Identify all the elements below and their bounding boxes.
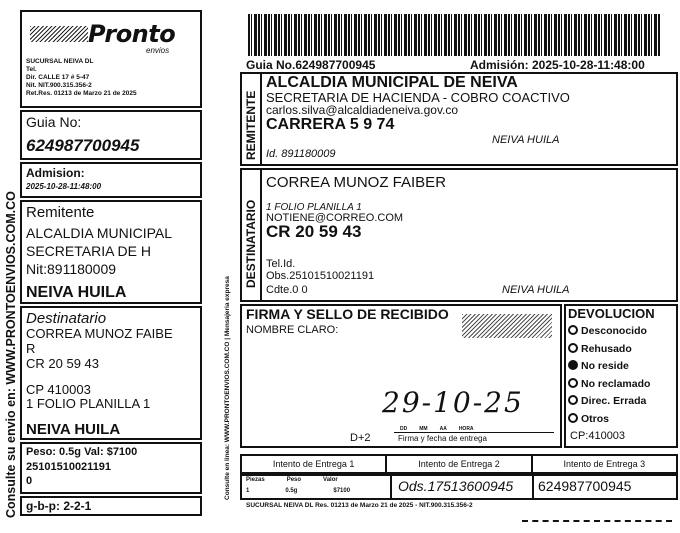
barcode xyxy=(248,14,660,56)
main-label xyxy=(222,0,680,533)
admision-box xyxy=(20,162,202,198)
logo-box xyxy=(20,10,202,108)
peso-value: Peso: 0.5g Val: $7100 xyxy=(26,446,138,458)
option-label: Desconocido xyxy=(581,325,647,337)
admision-value: 2025-10-28-11:48:00 xyxy=(26,182,102,191)
peso-box xyxy=(20,442,202,494)
destinatario-lines xyxy=(26,326,173,356)
remitente-tab: REMITENTE xyxy=(244,90,258,160)
radio-icon[interactable] xyxy=(568,395,578,405)
brand-subtitle: envios xyxy=(146,46,170,55)
d-plus: D+2 xyxy=(350,432,371,444)
guia-header: Guia No.624987700945 xyxy=(246,58,376,72)
option-label: No reside xyxy=(581,360,629,372)
remitente-name: ALCALDIA MUNICIPAL DE NEIVA xyxy=(266,74,518,91)
option-label: No reclamado xyxy=(581,377,651,390)
devolucion-option-no-reclamado[interactable] xyxy=(568,376,650,394)
remitente-section xyxy=(240,72,678,166)
footer-text: SUCURSAL NEIVA DL Res. 01213 de Marzo 21 de 2025 - NIT.900.315.356-2 xyxy=(246,502,473,509)
remitente-city: NEIVA HUILA xyxy=(492,134,560,146)
firma-footer: Firma y fecha de entrega xyxy=(398,434,487,443)
guia-label: Guia No: xyxy=(26,114,82,130)
bottom-row xyxy=(240,474,678,500)
dest-name: CORREA MUNOZ FAIBER xyxy=(266,174,447,191)
left-stub xyxy=(0,0,210,533)
option-label: Direc. Errada xyxy=(581,395,647,407)
dest-obs: Obs.25101510021191 xyxy=(266,270,375,282)
devolucion-option-otros[interactable] xyxy=(568,411,650,429)
intento-2: Intento de Entrega 2 xyxy=(387,456,532,472)
small-table-header: Piezas xyxy=(246,477,265,483)
small-table-header: Peso xyxy=(286,477,302,483)
dest-email: NOTIENE@CORREO.COM xyxy=(266,212,404,224)
destinatario-tab: DESTINATARIO xyxy=(244,199,258,288)
footer-dashes xyxy=(522,520,672,522)
destinatario-line: R xyxy=(26,341,36,356)
handwritten-date: 29-10-25 xyxy=(382,386,524,419)
radio-checked-icon[interactable] xyxy=(568,360,578,370)
dest-tel: Tel.Id. xyxy=(266,258,296,270)
small-table-header: Valor xyxy=(323,477,338,483)
guia-box xyxy=(20,110,202,160)
small-table-headers xyxy=(246,477,338,483)
ods-number: Ods.17513600945 xyxy=(398,478,514,494)
remitente-lines xyxy=(26,224,172,278)
gbp-box xyxy=(20,496,202,516)
sucursal-line: SUCURSAL NEIVA DL xyxy=(26,58,94,65)
dest-city: NEIVA HUILA xyxy=(502,284,570,296)
sucursal-line: Dir. CALLE 17 # 5-47 xyxy=(26,74,90,81)
intentos-row xyxy=(240,454,678,474)
sucursal-block xyxy=(26,58,137,98)
small-table-value: $7100 xyxy=(333,488,351,494)
destinatario-folio: 1 FOLIO PLANILLA 1 xyxy=(26,396,151,411)
option-label: Rehusado xyxy=(581,342,632,355)
remitente-line: Nit:891180009 xyxy=(26,261,117,277)
ref-number: 25101510021191 xyxy=(26,461,112,473)
radio-icon[interactable] xyxy=(568,343,578,353)
small-table xyxy=(242,476,392,498)
mini-header: DD xyxy=(400,426,408,432)
brand-logo: Pronto xyxy=(88,20,176,48)
sucursal-line: Ret.Res. 01213 de Marzo 21 de 2025 xyxy=(26,90,137,97)
mini-header: MM xyxy=(419,426,428,432)
sucursal-line: Tel. xyxy=(26,66,37,73)
firma-title: FIRMA Y SELLO DE RECIBIDO xyxy=(246,306,449,322)
admision-header: Admisión: 2025-10-28-11:48:00 xyxy=(470,58,645,72)
mini-header: HORA xyxy=(458,426,474,432)
remitente-address: CARRERA 5 9 74 xyxy=(266,116,395,133)
firma-stamp xyxy=(462,314,552,338)
devolucion-title: DEVOLUCION xyxy=(568,306,655,321)
radio-icon[interactable] xyxy=(568,325,578,335)
destinatario-box xyxy=(20,306,202,440)
intento-1: Intento de Entrega 1 xyxy=(242,456,387,472)
devolucion-cp: CP:410003 xyxy=(570,430,626,442)
destinatario-label: Destinatario xyxy=(26,310,107,327)
small-table-value: 1 xyxy=(246,488,250,494)
firma-section xyxy=(240,304,562,448)
remitente-box xyxy=(20,200,202,304)
small-table-value: 0.5g xyxy=(285,488,298,494)
remitente-line: ALCALDIA MUNICIPAL xyxy=(26,225,173,241)
remitente-line: SECRETARIA DE H xyxy=(26,243,151,259)
destinatario-address: CR 20 59 43 xyxy=(26,356,99,371)
vertical-small-url: Consulte en linea: WWW.PRONTOENVIOS.COM.CO | Mensajeria expresa xyxy=(224,276,231,500)
devolucion-option-desconocido[interactable] xyxy=(568,323,650,341)
destinatario-line: CORREA MUNOZ FAIBE xyxy=(26,326,173,341)
remitente-city: NEIVA HUILA xyxy=(26,284,127,301)
radio-icon[interactable] xyxy=(568,378,578,388)
gbp-value: g-b-p: 2-2-1 xyxy=(26,499,92,513)
remitente-dept: SECRETARIA DE HACIENDA - COBRO COACTIVO xyxy=(266,90,570,105)
firma-footer-line xyxy=(394,432,554,433)
mini-header: AA xyxy=(439,426,447,432)
ods-divider xyxy=(532,476,534,498)
destinatario-cp: CP 410003 xyxy=(26,382,91,397)
small-table-values xyxy=(246,488,350,494)
destinatario-city: NEIVA HUILA xyxy=(26,421,121,438)
guia-box-number: 624987700945 xyxy=(538,478,632,494)
option-label: Otros xyxy=(581,412,610,425)
dest-cdte: Cdte.0 0 xyxy=(266,284,308,296)
devolucion-section xyxy=(564,304,678,448)
remitente-id: Id. 891180009 xyxy=(266,148,336,160)
remitente-label: Remitente xyxy=(26,204,95,221)
zero-value: 0 xyxy=(26,475,33,487)
nombre-claro: NOMBRE CLARO: xyxy=(246,324,339,336)
devolucion-option-direc-errada[interactable] xyxy=(568,393,650,411)
sucursal-line: Nit. NIT.900.315.356-2 xyxy=(26,82,92,89)
devolucion-options xyxy=(568,323,650,428)
devolucion-option-no-reside[interactable] xyxy=(568,358,650,376)
dest-folio: 1 FOLIO PLANILLA 1 xyxy=(266,202,362,213)
dest-address: CR 20 59 43 xyxy=(266,222,362,241)
devolucion-option-rehusado[interactable] xyxy=(568,341,650,359)
vertical-url: Consulte su envio en: WWW.PRONTOENVIOS.COM.CO xyxy=(4,191,18,518)
intento-3: Intento de Entrega 3 xyxy=(563,459,646,469)
guia-number: 624987700945 xyxy=(26,136,140,155)
destinatario-section xyxy=(240,168,678,302)
brand-logo-pattern xyxy=(30,26,88,42)
radio-icon[interactable] xyxy=(568,413,578,423)
remitente-email: carlos.silva@alcaldiadeneiva.gov.co xyxy=(266,103,459,117)
admision-label: Admision: xyxy=(26,166,85,180)
